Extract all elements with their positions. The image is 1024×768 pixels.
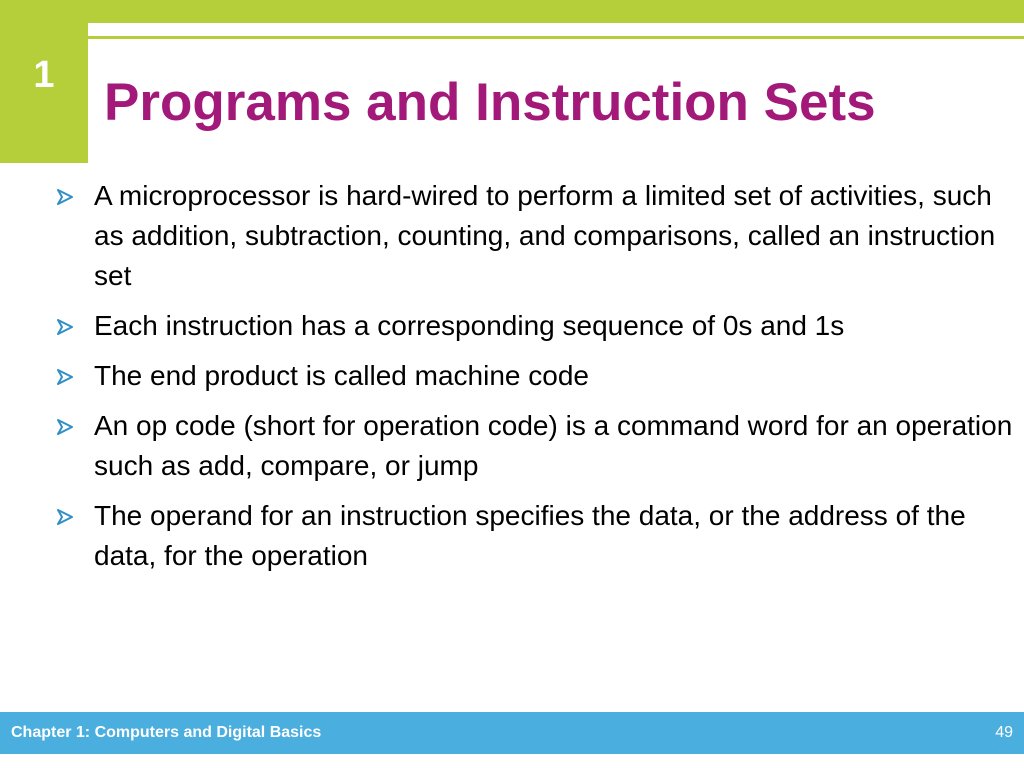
bullet-text: The operand for an instruction specifies the data, or the address of the data, for the operation [94,500,966,571]
page-number: 49 [995,724,1013,741]
bullet-item [50,306,1018,346]
top-accent-bar [0,0,1024,23]
arrow-bullet-icon [56,318,74,336]
bullet-list [50,176,1018,586]
arrow-bullet-icon [56,368,74,386]
arrow-bullet-icon [56,508,74,526]
arrow-bullet-icon [56,418,74,436]
bullet-item [50,496,1018,576]
bullet-item [50,176,1018,296]
bullet-text: A microprocessor is hard-wired to perform a limited set of activities, such as addition, subtraction, counting, and comparisons, called an instruction set [94,180,996,291]
bullet-text: Each instruction has a corresponding sequence of 0s and 1s [94,310,845,341]
bullet-item [50,356,1018,396]
footer-bar [0,712,1024,754]
bullet-item [50,406,1018,486]
chapter-label: Chapter 1: Computers and Digital Basics [11,724,322,741]
chapter-number: 1 [33,54,55,96]
slide-title: Programs and Instruction Sets [104,73,876,132]
chapter-block [0,0,88,163]
bullet-text: The end product is called machine code [94,360,589,391]
arrow-bullet-icon [56,188,74,206]
top-accent-line [88,23,1024,40]
bullet-text: An op code (short for operation code) is a command word for an operation such as add, compare, or jump [94,410,1013,481]
